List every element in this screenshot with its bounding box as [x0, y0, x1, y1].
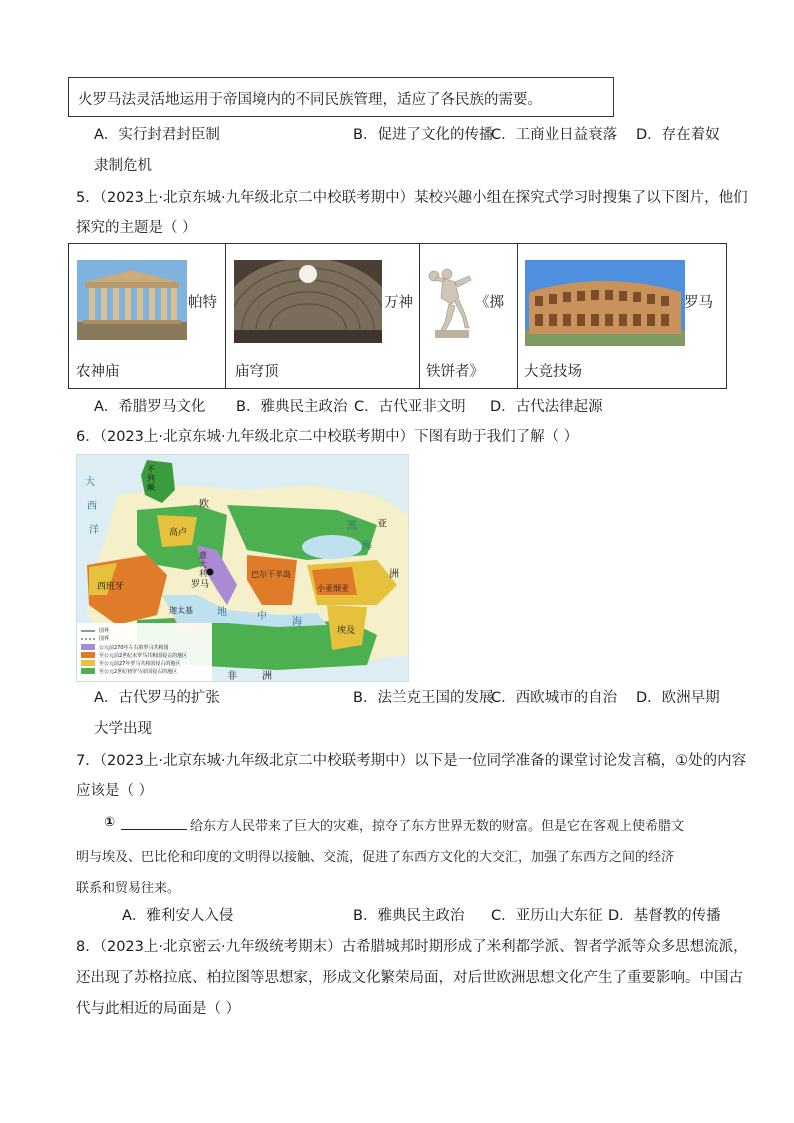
q4-option-a: A．实行封君封臣制 — [94, 127, 220, 143]
quote-box-text: 火罗马法灵活地运用于帝国境内的不同民族管理，适应了各民族的需要。 — [78, 92, 542, 108]
picture-cell-colosseum — [518, 244, 727, 389]
map-label-gaul: 高卢 — [169, 528, 188, 538]
q7-option-a: A．雅利安人入侵 — [122, 908, 234, 924]
q7-option-d: D．基督教的传播 — [608, 908, 721, 924]
parthenon-image — [77, 260, 187, 340]
map-label-sea3: 洋 — [89, 525, 99, 536]
map-label-italy: 意大利 — [199, 551, 207, 578]
discobolus-image — [425, 260, 477, 340]
picture-cell-parthenon — [69, 244, 226, 389]
q7-stem-line2: 应该是（ ） — [76, 783, 154, 799]
q4-option-b: B．促进了文化的传播 — [353, 127, 494, 143]
roman-expansion-map — [76, 454, 409, 682]
map-legend-1: 国界 — [99, 636, 110, 642]
q7-quote-line3: 联系和贸易往来。 — [76, 881, 181, 896]
map-legend-3: 至公元前2世纪末罗马共和国侵占的地区 — [99, 653, 188, 659]
caption-parthenon-b: 农神庙 — [76, 364, 120, 380]
quote-box — [68, 77, 614, 117]
q5-stem-line2: 探究的主题是（ ） — [76, 220, 197, 236]
map-label-rome: 罗马 — [191, 580, 210, 590]
caption-colosseum-b: 大竞技场 — [524, 364, 582, 380]
map-label-africa-2: 洲 — [262, 671, 272, 682]
map-label-medi1: 地 — [217, 607, 227, 618]
colosseum-image — [525, 260, 685, 346]
q7-blank-number: ① — [104, 815, 116, 830]
q6-option-a: A．古代罗马的扩张 — [94, 690, 220, 706]
map-label-sea2: 西 — [87, 501, 97, 512]
q7-stem-line1: 7．（2023上·北京东城·九年级北京二中校联考期中）以下是一位同学准备的课堂讨论发言稿，①处的内容 — [76, 753, 747, 769]
q5-option-c: C．古代亚非文明 — [354, 399, 466, 415]
map-label-black-sea: 黑 — [347, 521, 357, 532]
caption-colosseum-a: 罗马 — [684, 295, 713, 311]
q6-option-d: D．欧洲早期 — [636, 690, 720, 706]
q7-option-c: C．亚历山大东征 — [491, 908, 603, 924]
q5-option-b: B．雅典民主政治 — [236, 399, 348, 415]
map-label-asia-2: 洲 — [389, 569, 399, 580]
q6-option-b: B．法兰克王国的发展 — [353, 690, 494, 706]
q4-option-c: C．工商业日益衰落 — [491, 127, 618, 143]
picture-table — [68, 243, 727, 389]
q5-stem-line1: 5．（2023上·北京东城·九年级北京二中校联考期中）某校兴趣小组在探究式学习时搜集了以下图片，他们 — [76, 190, 748, 206]
pantheon-image — [234, 260, 382, 343]
map-label-europe: 欧 — [199, 499, 209, 510]
map-legend-0: 国界 — [99, 628, 110, 634]
map-label-carthage: 迦太基 — [169, 606, 193, 615]
picture-cell-discobolus — [420, 244, 518, 389]
picture-cell-pantheon — [226, 244, 420, 389]
map-label-spain: 西班牙 — [97, 582, 125, 592]
q4-option-d: D．存在着奴 — [636, 127, 720, 143]
caption-discobolus-b: 铁饼者》 — [426, 364, 484, 380]
caption-pantheon-b: 庙穹顶 — [235, 364, 279, 380]
q6-option-c: C．西欧城市的自治 — [491, 690, 618, 706]
map-label-black-sea-2: 海 — [362, 541, 372, 552]
q7-quote-line2: 明与埃及、巴比伦和印度的文明得以接触、交流，促进了东西方文化的大交汇，加强了东西方之间的经济 — [76, 850, 675, 865]
q8-stem-line3: 代与此相近的局面是（ ） — [76, 1001, 241, 1017]
map-label-sea1: 大 — [85, 477, 95, 488]
q4-option-d-cont: 隶制危机 — [94, 158, 152, 174]
q8-stem-line1: 8．（2023上·北京密云·九年级统考期末）古希腊城邦时期形成了米利都学派、智者学派等众多思想流派， — [76, 939, 748, 955]
caption-pantheon-a: 万神 — [384, 295, 413, 311]
map-label-egypt: 埃及 — [337, 626, 356, 636]
caption-discobolus-a: 《掷 — [475, 295, 504, 311]
q8-stem-line2: 还出现了苏格拉底、柏拉图等思想家，形成文化繁荣局面，对后世欧洲思想文化产生了重要影响。中国古 — [76, 970, 743, 986]
map-legend-5: 至公元2世纪初罗马帝国侵占的地区 — [99, 669, 178, 675]
map-label-balkan: 巴尔干半岛 — [251, 570, 291, 579]
map-label-asia: 亚 — [377, 519, 387, 530]
q7-option-b: B．雅典民主政治 — [353, 908, 465, 924]
q6-stem-line1: 6．（2023上·北京东城·九年级北京二中校联考期中）下图有助于我们了解（ ） — [76, 429, 579, 445]
q7-quote-line1: 给东方人民带来了巨大的灾难，掠夺了东方世界无数的财富。但是它在客观上使希腊文 — [190, 819, 685, 834]
q7-blank-line — [121, 829, 187, 830]
map-label-medi3: 海 — [292, 617, 302, 628]
q6-option-d-cont: 大学出现 — [94, 721, 152, 737]
map-legend-4: 至公元前27年罗马共和国侵占的地区 — [99, 661, 181, 667]
q5-option-d: D．古代法律起源 — [490, 399, 603, 415]
caption-parthenon-a: 帕特 — [188, 295, 217, 311]
map-label-asia-minor: 小亚细亚 — [317, 584, 349, 593]
map-label-medi2: 中 — [257, 611, 267, 622]
map-label-britain: 不列颠 — [147, 465, 155, 492]
map-label-africa: 非 — [227, 671, 237, 682]
q5-option-a: A．希腊罗马文化 — [94, 399, 206, 415]
map-legend-2: 公元前270年左右的罗马共和国 — [99, 645, 169, 651]
